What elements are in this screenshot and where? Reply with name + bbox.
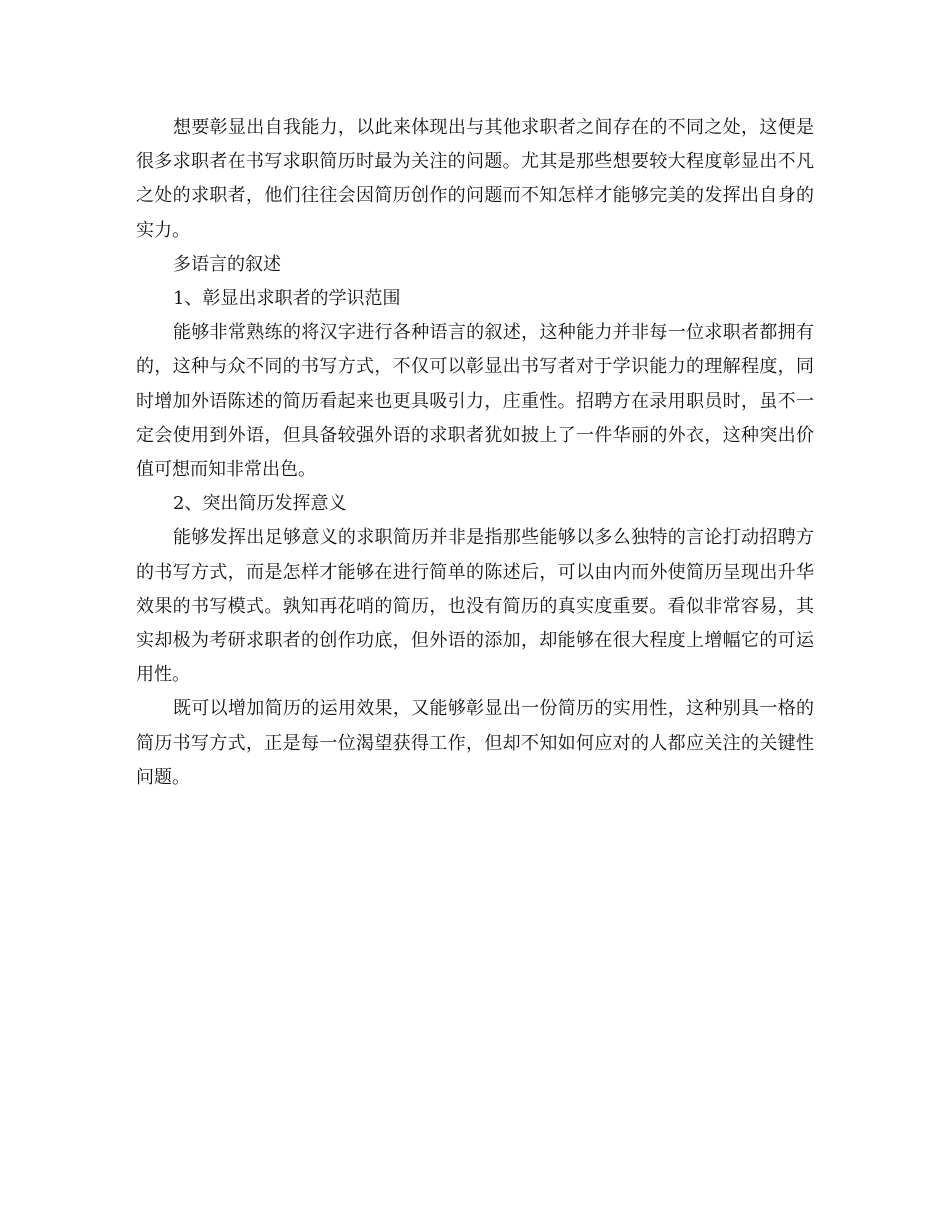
paragraph-resume-significance: 能够发挥出足够意义的求职简历并非是指那些能够以多么独特的言论打动招聘方的书写方式，而是怎样才能够在进行简单的陈述后，可以由内而外使简历呈现出升华效果的书写模式。孰知再花哨的简历，也没有简历的真实度重要。看似非常容易，其实却极为考研求职者的创作功底，但外语的添加，却能够在很大程度上增幅它的可运用性。 <box>136 527 814 686</box>
subheading-knowledge-scope: 1、彰显出求职者的学识范围 <box>173 288 401 310</box>
paragraph-conclusion: 既可以增加简历的运用效果，又能够彰显出一份简历的实用性，这种别具一格的简历书写方式，正是每一位渴望获得工作，但却不知如何应对的人都应关注的关键性问题。 <box>136 698 814 788</box>
section-heading-multilingual: 多语言的叙述 <box>173 253 281 275</box>
document-body <box>136 111 814 795</box>
subheading-resume-significance: 2、突出简历发挥意义 <box>173 493 347 515</box>
paragraph-intro: 想要彰显出自我能力，以此来体现出与其他求职者之间存在的不同之处，这便是很多求职者在书写求职简历时最为关注的问题。尤其是那些想要较大程度彰显出不凡之处的求职者，他们往往会因简历创作的问题而不知怎样才能够完美的发挥出自身的实力。 <box>136 117 814 241</box>
paragraph-knowledge-scope: 能够非常熟练的将汉字进行各种语言的叙述，这种能力并非每一位求职者都拥有的，这种与众不同的书写方式，不仅可以彰显出书写者对于学识能力的理解程度，同时增加外语陈述的简历看起来也更具吸引力，庄重性。招聘方在录用职员时，虽不一定会使用到外语，但具备较强外语的求职者犹如披上了一件华丽的外衣，这种突出价值可想而知非常出色。 <box>136 322 814 481</box>
